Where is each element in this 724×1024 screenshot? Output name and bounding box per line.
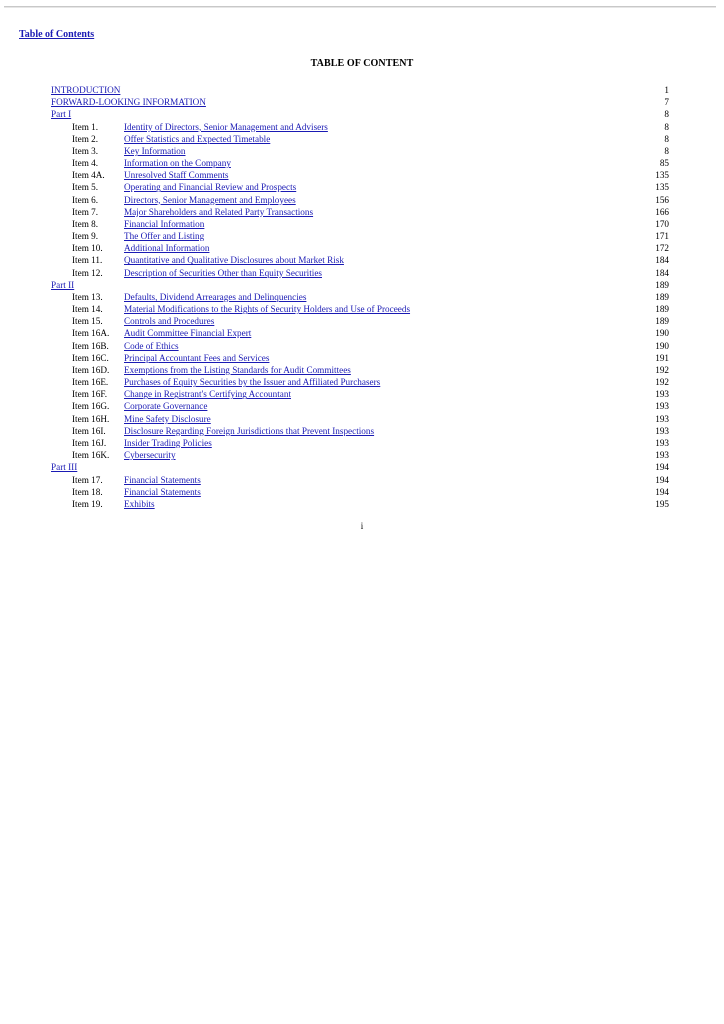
toc-row [51, 461, 669, 473]
toc-page-number: 135 [655, 182, 669, 193]
toc-row [51, 181, 669, 193]
toc-item-number: Item 14. [72, 304, 103, 315]
toc-item-number: Item 4. [72, 158, 99, 169]
toc-entry-link[interactable]: Audit Committee Financial Expert [124, 328, 252, 339]
toc-row [51, 400, 669, 412]
toc-page-number: 190 [655, 340, 669, 351]
toc-entry-link[interactable]: Identity of Directors, Senior Management and Advisers [124, 121, 328, 132]
toc-row [51, 145, 669, 157]
toc-row [51, 279, 669, 291]
toc-entry-link[interactable]: Principal Accountant Fees and Services [124, 352, 270, 363]
top-divider [4, 6, 716, 8]
toc-item-number: Item 16G. [72, 401, 110, 412]
toc-page-number: 192 [655, 377, 669, 388]
toc-row [51, 388, 669, 400]
toc-page-number: 193 [655, 389, 669, 400]
toc-row [51, 169, 669, 181]
toc-entry-link[interactable]: Information on the Company [124, 158, 231, 169]
toc-page-number: 190 [655, 328, 669, 339]
toc-page-number: 193 [655, 450, 669, 461]
toc-entry-link[interactable]: Description of Securities Other than Equity Securities [124, 267, 322, 278]
toc-row [51, 133, 669, 145]
toc-row [51, 425, 669, 437]
toc-row [51, 230, 669, 242]
toc-item-number: Item 17. [72, 474, 103, 485]
toc-row [51, 108, 669, 120]
toc-row [51, 498, 669, 510]
toc-row [51, 242, 669, 254]
toc-entry-link[interactable]: Material Modifications to the Rights of Security Holders and Use of Proceeds [124, 304, 411, 315]
toc-row [51, 364, 669, 376]
toc-entry-link[interactable]: Part I [51, 109, 72, 120]
toc-entry-link[interactable]: Insider Trading Policies [124, 437, 212, 448]
toc-row [51, 474, 669, 486]
toc-item-number: Item 16I. [72, 425, 106, 436]
toc-row [51, 267, 669, 279]
toc-entry-link[interactable]: INTRODUCTION [51, 85, 121, 95]
toc-row [51, 352, 669, 364]
toc-item-number: Item 16C. [72, 352, 109, 363]
toc-page-number: 194 [655, 474, 669, 485]
toc-row [51, 449, 669, 461]
toc-page-number: 189 [655, 304, 669, 315]
toc-row [51, 84, 669, 96]
toc-entry-link[interactable]: Quantitative and Qualitative Disclosures about Market Risk [124, 255, 344, 266]
toc-page-number: 189 [655, 291, 669, 302]
toc-page-number: 170 [655, 218, 669, 229]
toc-page-number: 195 [655, 498, 669, 509]
toc-item-number: Item 13. [72, 291, 103, 302]
toc-item-number: Item 16J. [72, 437, 107, 448]
toc-item-number: Item 16D. [72, 364, 110, 375]
toc-item-number: Item 9. [72, 231, 99, 242]
toc-entry-link[interactable]: Key Information [124, 145, 186, 156]
toc-entry-link[interactable]: Exemptions from the Listing Standards for Audit Committees [124, 364, 351, 375]
toc-entry-link[interactable]: Financial Information [124, 218, 205, 229]
toc-row [51, 218, 669, 230]
page-number: i [360, 521, 364, 531]
toc-row [51, 303, 669, 315]
toc-row [51, 413, 669, 425]
toc-item-number: Item 16K. [72, 450, 110, 461]
toc-page-number: 166 [655, 206, 669, 217]
toc-item-number: Item 10. [72, 243, 103, 254]
toc-entry-link[interactable]: Major Shareholders and Related Party Transactions [124, 206, 314, 217]
toc-item-number: Item 11. [72, 255, 103, 266]
toc-item-number: Item 19. [72, 498, 103, 509]
toc-item-number: Item 2. [72, 133, 99, 144]
toc-page-number: 191 [655, 352, 669, 363]
toc-entry-link[interactable]: Controls and Procedures [124, 316, 215, 327]
toc-item-number: Item 4A. [72, 170, 105, 181]
toc-item-number: Item 8. [72, 218, 99, 229]
toc-entry-link[interactable]: Financial Statements [124, 474, 201, 485]
toc-row [51, 194, 669, 206]
toc-page-number: 189 [655, 279, 669, 290]
table-of-contents-link[interactable]: Table of Contents [19, 29, 95, 40]
toc-page-number: 194 [655, 462, 669, 473]
toc-entry-link[interactable]: Purchases of Equity Securities by the Issuer and Affiliated Purchasers [124, 377, 381, 388]
toc-row [51, 157, 669, 169]
toc-page-number: 8 [664, 145, 669, 156]
toc-row [51, 486, 669, 498]
toc-item-number: Item 18. [72, 486, 103, 497]
toc-page-number: 193 [655, 401, 669, 412]
toc-entry-link[interactable]: FORWARD-LOOKING INFORMATION [51, 97, 206, 108]
toc-item-number: Item 15. [72, 316, 103, 327]
toc-entry-link[interactable]: Directors, Senior Management and Employees [124, 194, 296, 205]
toc-entry-link[interactable]: Mine Safety Disclosure [124, 413, 211, 424]
toc-item-number: Item 7. [72, 206, 99, 217]
toc-entry-link[interactable]: Additional Information [124, 243, 210, 254]
toc-entry-link[interactable]: Corporate Governance [124, 401, 208, 412]
toc-entry-link[interactable]: Part III [51, 462, 78, 473]
toc-page-number: 156 [655, 194, 669, 205]
toc-page-number: 193 [655, 425, 669, 436]
toc-entry-link[interactable]: Exhibits [124, 498, 155, 509]
toc-entry-link[interactable]: Change in Registrant's Certifying Accountant [124, 389, 291, 400]
toc-item-number: Item 16A. [72, 328, 110, 339]
toc-list [51, 84, 669, 510]
toc-row [51, 291, 669, 303]
toc-entry-link[interactable]: The Offer and Listing [124, 231, 205, 242]
toc-item-number: Item 16H. [72, 413, 110, 424]
toc-page-number: 193 [655, 413, 669, 424]
toc-page-number: 8 [664, 133, 669, 144]
toc-row [51, 121, 669, 133]
toc-item-number: Item 3. [72, 145, 99, 156]
toc-page-number: 135 [655, 170, 669, 181]
toc-item-number: Item 6. [72, 194, 99, 205]
toc-row [51, 437, 669, 449]
toc-item-number: Item 16E. [72, 377, 109, 388]
page-title: TABLE OF CONTENT [310, 58, 414, 69]
toc-page-number: 184 [655, 267, 669, 278]
toc-row [51, 376, 669, 388]
toc-entry-link[interactable]: Defaults, Dividend Arrearages and Delinquencies [124, 291, 307, 302]
toc-page-number: 1 [664, 85, 669, 95]
toc-row [51, 254, 669, 266]
toc-page-number: 8 [664, 109, 669, 120]
toc-item-number: Item 5. [72, 182, 99, 193]
toc-item-number: Item 16B. [72, 340, 109, 351]
toc-page-number: 189 [655, 316, 669, 327]
toc-page-number: 184 [655, 255, 669, 266]
toc-page-number: 8 [664, 121, 669, 132]
toc-entry-link[interactable]: Unresolved Staff Comments [124, 170, 229, 181]
toc-row [51, 327, 669, 339]
toc-page-number: 7 [664, 97, 669, 108]
toc-item-number: Item 12. [72, 267, 103, 278]
toc-page-number: 192 [655, 364, 669, 375]
toc-entry-link[interactable]: Financial Statements [124, 486, 201, 497]
toc-entry-link[interactable]: Operating and Financial Review and Prospects [124, 182, 297, 193]
toc-row [51, 315, 669, 327]
toc-row [51, 96, 669, 108]
toc-page-number: 194 [655, 486, 669, 497]
toc-entry-link[interactable]: Cybersecurity [124, 450, 176, 461]
toc-page-number: 172 [655, 243, 669, 254]
toc-row [51, 340, 669, 352]
toc-item-number: Item 16F. [72, 389, 107, 400]
toc-page-number: 171 [655, 231, 669, 242]
toc-row [51, 206, 669, 218]
toc-item-number: Item 1. [72, 121, 99, 132]
toc-entry-link[interactable]: Code of Ethics [124, 340, 179, 351]
toc-page-number: 85 [659, 158, 669, 169]
toc-page-number: 193 [655, 437, 669, 448]
toc-entry-link[interactable]: Offer Statistics and Expected Timetable [124, 133, 271, 144]
toc-entry-link[interactable]: Part II [51, 279, 75, 290]
toc-entry-link[interactable]: Disclosure Regarding Foreign Jurisdictions that Prevent Inspections [124, 425, 375, 436]
